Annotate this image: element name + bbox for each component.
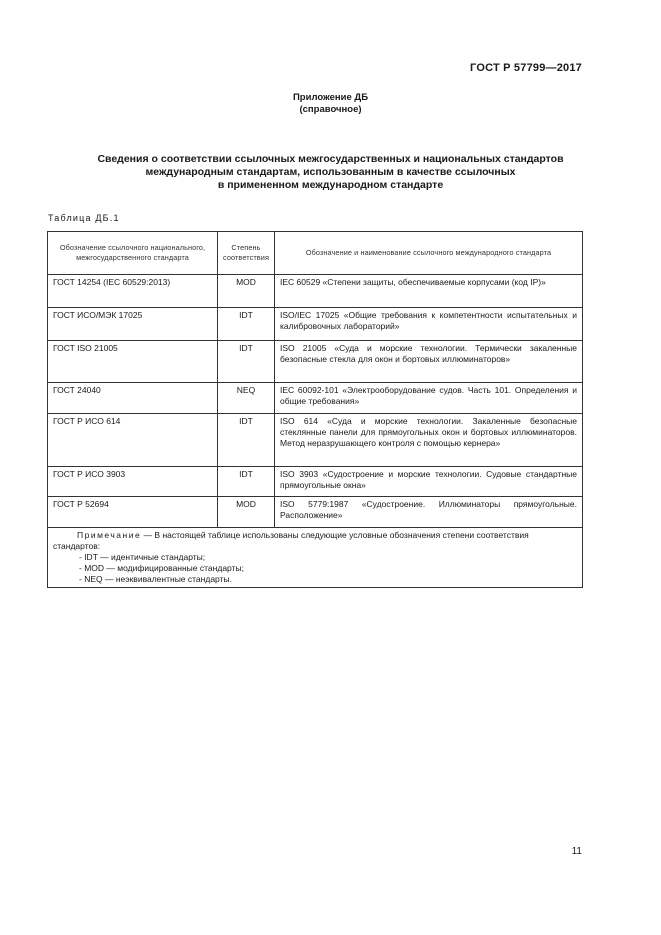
cell-international: ISO 614 «Суда и морские технологии. Закаленные безопасные стеклянные панели для прямоугольных окон и бортовых иллюминаторов. Метод неразрушающего контроля с помощью кернера» xyxy=(275,414,583,467)
table-row xyxy=(48,414,583,467)
document-code: ГОСТ Р 57799—2017 xyxy=(470,62,582,74)
header-degree: Степень соответствия xyxy=(218,232,275,275)
cell-degree: IDT xyxy=(218,308,275,341)
cell-degree: IDT xyxy=(218,414,275,467)
table-caption: Таблица ДБ.1 xyxy=(48,213,120,223)
cell-gost: ГОСТ Р 52694 xyxy=(48,497,218,528)
standards-correspondence-table xyxy=(47,231,583,588)
annex-heading xyxy=(0,92,661,116)
cell-international: ISO 21005 «Суда и морские технологии. Термически закаленные безопасные стекла для окон и бортовых иллюминаторов» xyxy=(275,341,583,383)
cell-international: IEC 60092-101 «Электрооборудование судов. Часть 101. Определения и общие требования» xyxy=(275,383,583,414)
annex-title: Приложение ДБ xyxy=(292,92,369,103)
cell-international: ISO 5779:1987 «Судостроение. Иллюминаторы прямоугольные. Расположение» xyxy=(275,497,583,528)
note-item-mod: - MOD — модифицированные стандарты; xyxy=(79,563,244,573)
section-title-line-1: Сведения о соответствии ссылочных межгосударственных и национальных стандартов xyxy=(97,153,564,165)
cell-gost: ГОСТ 24040 xyxy=(48,383,218,414)
cell-degree: MOD xyxy=(218,497,275,528)
table-row xyxy=(48,341,583,383)
header-international-standard: Обозначение и наименование ссылочного международного стандарта xyxy=(275,232,583,275)
table-row xyxy=(48,275,583,308)
table-row xyxy=(48,497,583,528)
cell-gost: ГОСТ ИСО/МЭК 17025 xyxy=(48,308,218,341)
cell-gost: ГОСТ Р ИСО 614 xyxy=(48,414,218,467)
table-row xyxy=(48,308,583,341)
note-text: — В настоящей таблице использованы следующие условные обозначения степени соответствия стандартов: xyxy=(53,530,529,551)
note-item-idt: - IDT — идентичные стандарты; xyxy=(79,552,206,562)
cell-gost: ГОСТ 14254 (IEC 60529:2013) xyxy=(48,275,218,308)
note-label: Примечание xyxy=(77,530,142,540)
cell-gost: ГОСТ Р ИСО 3903 xyxy=(48,467,218,497)
page-number: 11 xyxy=(571,846,582,857)
table-row xyxy=(48,467,583,497)
note-intro xyxy=(53,530,577,552)
cell-degree: IDT xyxy=(218,341,275,383)
cell-international: ISO/IEC 17025 «Общие требования к компетентности испытательных и калибровочных лабораторий» xyxy=(275,308,583,341)
cell-international: ISO 3903 «Судостроение и морские технологии. Судовые стандартные прямоугольные окна» xyxy=(275,467,583,497)
section-title xyxy=(40,153,621,192)
header-national-standard: Обозначение ссылочного национального, межгосударственного стандарта xyxy=(48,232,218,275)
cell-gost: ГОСТ ISO 21005 xyxy=(48,341,218,383)
section-title-line-2: международным стандартам, использованным в качестве ссылочных xyxy=(145,166,516,178)
section-title-line-3: в примененном международном стандарте xyxy=(217,179,444,191)
cell-degree: NEQ xyxy=(218,383,275,414)
table-row xyxy=(48,383,583,414)
table-header-row xyxy=(48,232,583,275)
table-note-row xyxy=(48,528,583,588)
table-note xyxy=(48,528,583,588)
cell-degree: MOD xyxy=(218,275,275,308)
cell-degree: IDT xyxy=(218,467,275,497)
annex-subtitle: (справочное) xyxy=(299,104,362,115)
note-item-neq: - NEQ — неэквивалентные стандарты. xyxy=(79,574,232,584)
cell-international: IEC 60529 «Степени защиты, обеспечиваемые корпусами (код IP)» xyxy=(275,275,583,308)
